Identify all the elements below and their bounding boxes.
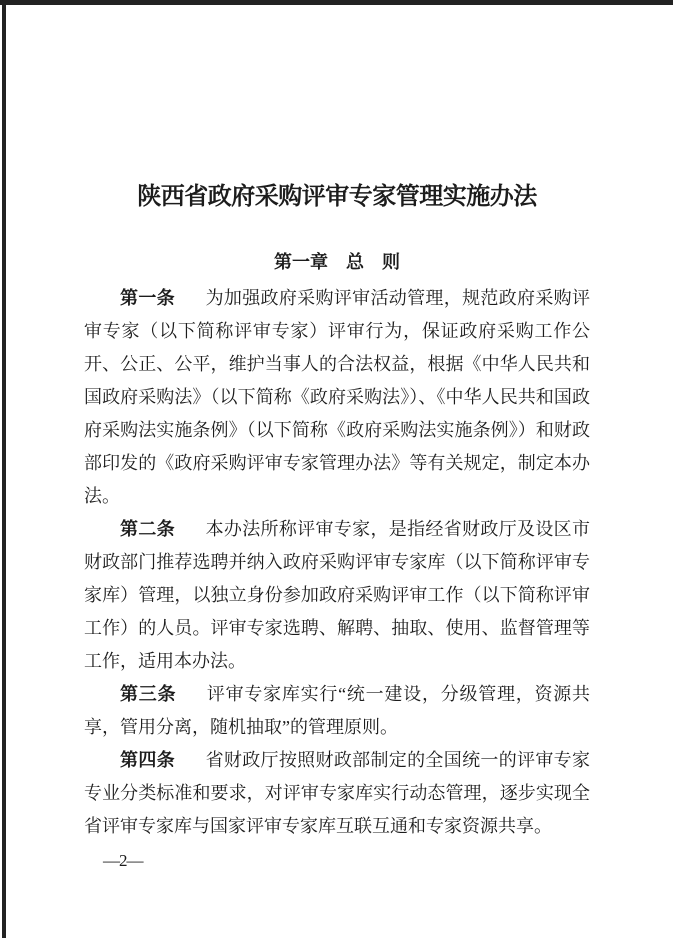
- article-label: 第三条: [120, 684, 177, 704]
- article-text: 评审专家库实行“统一建设，分级管理，资源共享，管用分离，随机抽取”的管理原则。: [84, 684, 590, 737]
- document-body: [84, 282, 590, 843]
- article-label: 第一条: [120, 288, 175, 308]
- article-paragraph: [84, 513, 590, 678]
- scan-edge-top: [0, 0, 673, 5]
- article-paragraph: [84, 744, 590, 843]
- article-label: 第四条: [120, 750, 175, 770]
- article-paragraph: [84, 282, 590, 513]
- document-title: 陕西省政府采购评审专家管理实施办法: [137, 184, 537, 210]
- article-text: 为加强政府采购评审活动管理，规范政府采购评审专家（以下简称评审专家）评审行为，保证政府采购工作公开、公正、公平，维护当事人的合法权益，根据《中华人民共和国政府采购法》（以下简称《政府采购法》）、《中华人民共和国政府采购法实施条例》（以下简称《政府采购法实施条例》）和财政部印发的《政府采购评审专家管理办法》等有关规定，制定本办法。: [84, 288, 591, 506]
- chapter-heading: 第一章 总 则: [274, 252, 400, 272]
- article-text: 省财政厅按照财政部制定的全国统一的评审专家专业分类标准和要求，对评审专家库实行动态管理，逐步实现全省评审专家库与国家评审专家库互联互通和专家资源共享。: [84, 750, 591, 836]
- document-content: [84, 181, 590, 843]
- page-number: —2—: [103, 851, 143, 870]
- scan-edge-left: [2, 0, 6, 938]
- article-text: 本办法所称评审专家，是指经省财政厅及设区市财政部门推荐选聘并纳入政府采购评审专家库（以下简称评审专家库）管理，以独立身份参加政府采购评审工作（以下简称评审工作）的人员。评审专家选聘、解聘、抽取、使用、监督管理等工作，适用本办法。: [84, 519, 591, 671]
- article-label: 第二条: [120, 519, 175, 539]
- article-paragraph: [84, 678, 590, 744]
